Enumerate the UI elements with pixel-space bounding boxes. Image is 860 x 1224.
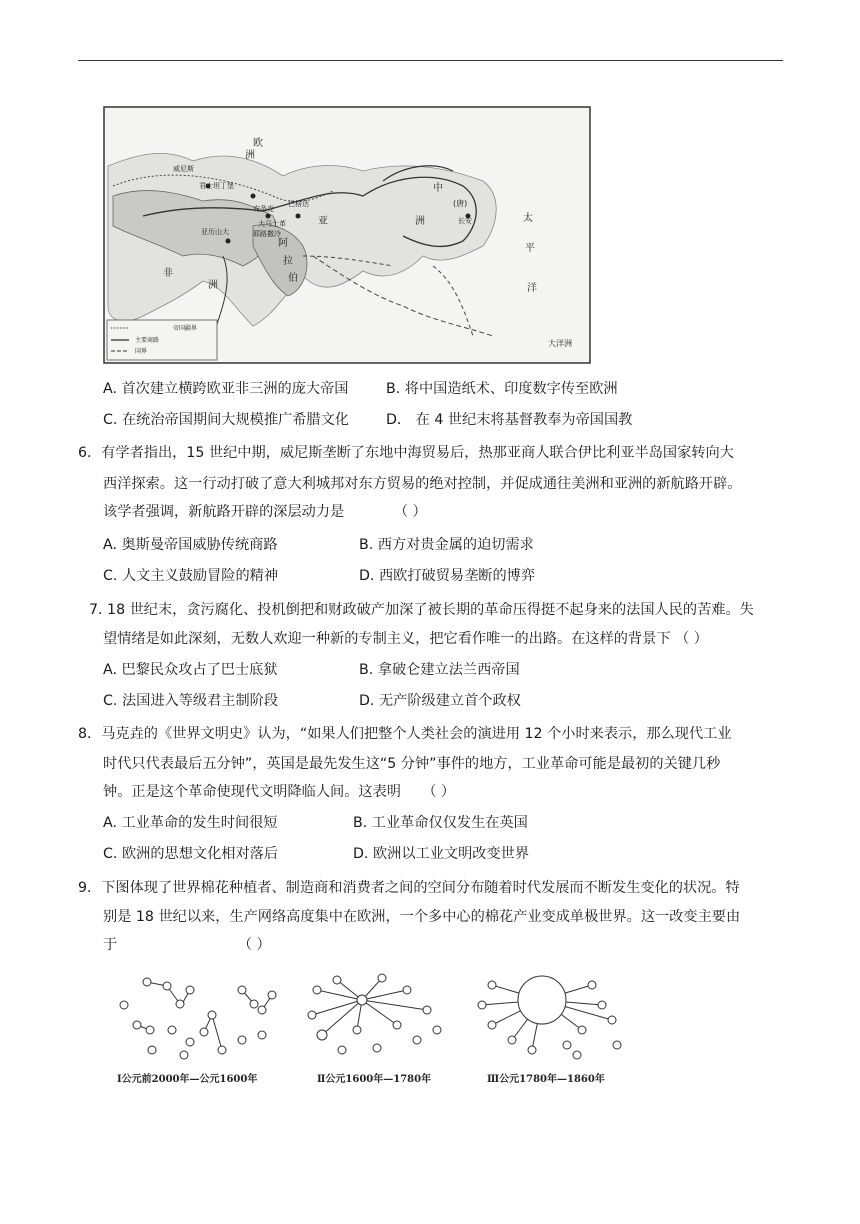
q7-option-d[interactable]: D. 无产阶级建立首个政权 [359, 693, 521, 709]
map-label: 洋 [527, 283, 537, 294]
q7-option-a[interactable]: A. 巴黎民众攻占了巴士底狱 [103, 662, 278, 678]
q8-stem-line: 时代只代表最后五分钟”，英国是最先发生这“5 分钟”事件的地方，工业革命可能是最初的关键几秒 [103, 756, 721, 772]
q7-option-c[interactable]: C. 法国进入等级君主制阶段 [103, 693, 279, 709]
q5-option-c[interactable]: C. 在统治帝国期间大规模推广希腊文化 [103, 412, 349, 428]
q9-stem-line: 9．下图体现了世界棉花种植者、制造商和消费者之间的空间分布随着时代发展而不断发生变化的状况。特 [78, 880, 740, 896]
legend-label: 国界 [135, 348, 148, 355]
map-label: 非 [163, 268, 173, 279]
map-label: 耶路撒冷 [253, 230, 281, 238]
map-label: 欧 [253, 138, 263, 149]
q6-stem-line: 西洋探索。这一行动打破了意大利城邦对东方贸易的绝对控制，并促成通往美洲和亚洲的新航路开辟。 [103, 476, 742, 492]
map-label: 伯 [288, 273, 298, 284]
map-label: 巴格达 [288, 200, 309, 208]
q8-option-d[interactable]: D. 欧洲以工业文明改变世界 [353, 846, 530, 862]
map-label: 大洋洲 [548, 339, 572, 348]
q7-option-b[interactable]: B. 拿破仑建立法兰西帝国 [359, 662, 520, 678]
q7-stem-line: 望情绪是如此深刻，无数人欢迎一种新的专制主义，把它看作唯一的出路。在这样的背景下 （ ） [103, 631, 708, 647]
map-label: 长安 [458, 217, 472, 225]
q6-option-c[interactable]: C. 人文主义鼓励冒险的精神 [103, 568, 279, 584]
map-label: 太 [523, 213, 533, 224]
map-label: 大马士革 [258, 220, 286, 228]
map-label: 亚历山大 [201, 228, 229, 236]
q8-option-c[interactable]: C. 欧洲的思想文化相对落后 [103, 846, 279, 862]
q9-stem-line: 于 （ ） [103, 937, 271, 953]
q6-stem-line: 6．有学者指出，15 世纪中期，威尼斯垄断了东地中海贸易后，热那亚商人联合伊比利亚半岛国家转向大 [78, 445, 734, 461]
legend-label: 帝国疆界 [173, 325, 198, 332]
map-label: 君士坦丁堡 [199, 182, 234, 190]
map-label: 洲 [415, 216, 425, 227]
map-label: 洲 [208, 280, 218, 291]
legend-label: 主要商路 [135, 337, 160, 344]
q5-option-b[interactable]: B. 将中国造纸术、印度数字传至欧洲 [386, 381, 618, 397]
map-label: 阿 [278, 238, 288, 249]
map-label: 拉 [283, 256, 293, 267]
q6-option-a[interactable]: A. 奥斯曼帝国威胁传统商路 [103, 537, 278, 553]
map-label: 亚 [318, 216, 328, 227]
q8-option-b[interactable]: B. 工业革命仅仅发生在英国 [353, 815, 528, 831]
q8-stem-line: 8．马克垚的《世界文明史》认为，“如果人们把整个人类社会的演进用 12 个小时来表示，那么现代工业 [78, 726, 732, 742]
network-caption-1: Ⅰ公元前2000年—公元1600年 [117, 1074, 258, 1085]
q8-stem-line: 钟。正是这个革命使现代文明降临人间。这表明 （ ） [103, 784, 456, 800]
trade-route-map [103, 106, 591, 364]
network-caption-2: Ⅱ公元1600年—1780年 [317, 1074, 432, 1085]
q8-option-a[interactable]: A. 工业革命的发生时间很短 [103, 815, 278, 831]
q6-stem-line: 该学者强调，新航路开辟的深层动力是 （ ） [103, 504, 427, 520]
q5-option-a[interactable]: A. 首次建立横跨欧亚非三洲的庞大帝国 [103, 381, 349, 397]
cotton-network-diagrams [112, 970, 632, 1090]
map-label: 安条克 [253, 205, 274, 213]
map-label: 威尼斯 [173, 165, 194, 173]
header-rule [78, 60, 783, 61]
q6-option-d[interactable]: D. 西欧打破贸易垄断的博弈 [359, 568, 536, 584]
map-label: 洲 [245, 150, 255, 161]
q7-stem-line: 7. 18 世纪末，贪污腐化、投机倒把和财政破产加深了被长期的革命压得挺不起身来的法国人民的苦难。失 [89, 602, 754, 618]
map-label: 平 [525, 243, 535, 254]
map-label: (唐) [453, 199, 468, 208]
q9-stem-line: 别是 18 世纪以来，生产网络高度集中在欧洲，一个多中心的棉花产业变成单极世界。这一改变主要由 [103, 909, 741, 925]
q5-option-d[interactable]: D． 在 4 世纪末将基督教奉为帝国国教 [386, 412, 633, 428]
network-caption-3: Ⅲ公元1780年—1860年 [487, 1074, 605, 1085]
map-label: 中 [433, 183, 443, 194]
q6-option-b[interactable]: B. 西方对贵金属的迫切需求 [359, 537, 534, 553]
